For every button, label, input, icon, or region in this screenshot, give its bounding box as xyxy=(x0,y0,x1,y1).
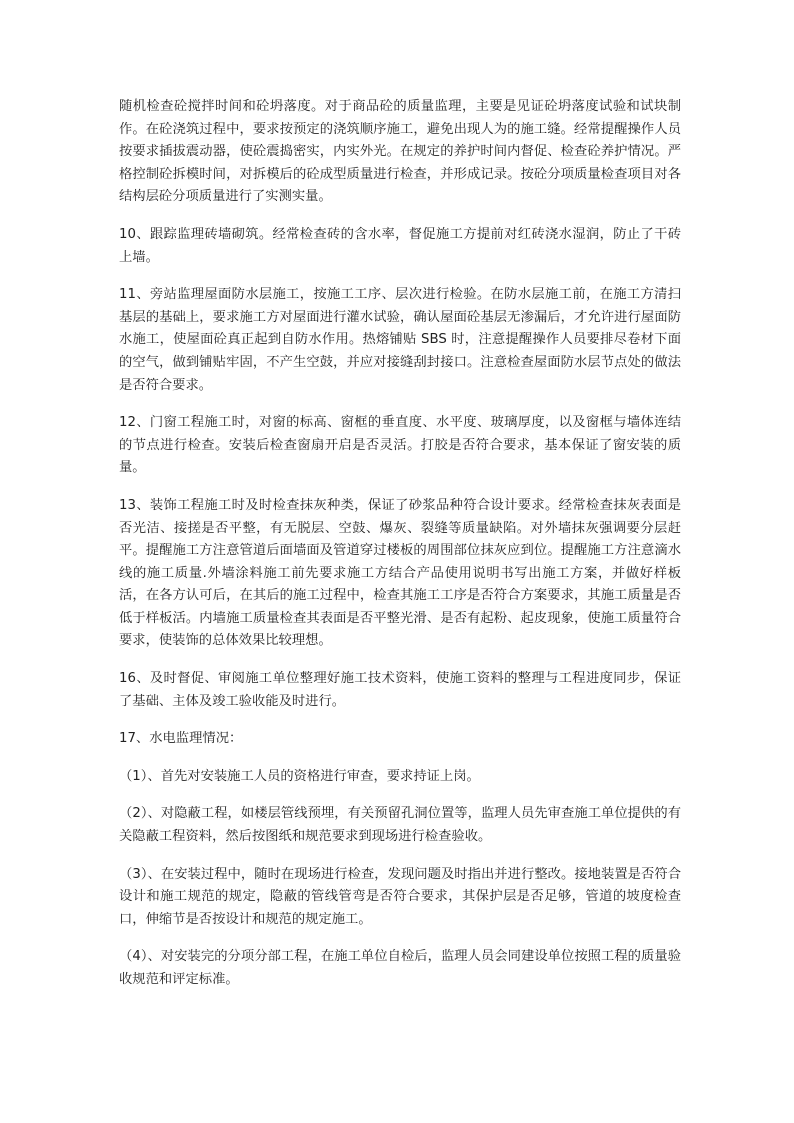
document-body xyxy=(119,96,681,1007)
paragraph-item-13-decoration: 13、装饰工程施工时及时检查抹灰种类，保证了砂浆品种符合设计要求。经常检查抹灰表面是否光洁、接搓是否平整，有无脱层、空鼓、爆灰、裂缝等质量缺陷。对外墙抹灰强调要分层赶平。提醒施工方注意管道后面墙面及管道穿过楼板的周围部位抹灰应到位。提醒施工方注意滴水线的施工质量.外墙涂料施工前先要求施工方结合产品使用说明书写出施工方案，并做好样板活，在各方认可后，在其后的施工过程中，检查其施工工序是否符合方案要求，其施工质量是否低于样板活。内墙施工质量检查其表面是否平整光滑、是否有起粉、起皮现象，使施工质量符合要求，使装饰的总体效果比较理想。 xyxy=(119,497,681,649)
paragraph-item-12-doors-windows: 12、门窗工程施工时，对窗的标高、窗框的垂直度、水平度、玻璃厚度，以及窗框与墙体连结的节点进行检查。安装后检查窗扇开启是否灵活。打胶是否符合要求，基本保证了窗安装的质量。 xyxy=(119,415,681,476)
paragraph-sub-4-acceptance: （4）、对安装完的分项分部工程，在施工单位自检后，监理人员会同建设单位按照工程的质量验收规范和评定标准。 xyxy=(119,949,681,987)
paragraph-sub-3-installation-check: （3）、在安装过程中，随时在现场进行检查，发现问题及时指出并进行整改。接地装置是否符合设计和施工规范的规定，隐蔽的管线管弯是否符合要求，其保护层是否足够，管道的坡度检查口，伸缩节是否按设计和规范的规定施工。 xyxy=(119,866,681,927)
paragraph-item-10-brick-wall: 10、跟踪监理砖墙砌筑。经常检查砖的含水率，督促施工方提前对红砖浇水湿润，防止了干砖上墙。 xyxy=(119,226,681,265)
paragraph-sub-2-concealed-works: （2）、对隐蔽工程，如楼层管线预埋，有关预留孔洞位置等，监理人员先审查施工单位提供的有关隐蔽工程资料，然后按图纸和规范要求到现场进行检查验收。 xyxy=(119,806,681,845)
paragraph-concrete-supervision: 随机检查砼搅拌时间和砼坍落度。对于商品砼的质量监理，主要是见证砼坍落度试验和试块制作。在砼浇筑过程中，要求按预定的浇筑顺序施工，避免出现人为的施工缝。经常提醒操作人员按要求插拔震动器，使砼震捣密实，内实外光。在规定的养护时间内督促、检查砼养护情况。严格控制砼拆模时间，对拆模后的砼成型质量进行检查，并形成记录。按砼分项质量检查项目对各结构层砼分项质量进行了实测实量。 xyxy=(119,99,681,205)
paragraph-item-17-water-electric: 17、水电监理情况： xyxy=(119,731,243,747)
paragraph-item-16-technical-documents: 16、及时督促、审阅施工单位整理好施工技术资料，使施工资料的整理与工程进度同步，保证了基础、主体及竣工验收能及时进行。 xyxy=(119,671,681,709)
paragraph-item-11-roof-waterproofing: 11、旁站监理屋面防水层施工，按施工工序、层次进行检验。在防水层施工前，在施工方清扫基层的基础上，要求施工方对屋面进行灌水试验，确认屋面砼基层无渗漏后，才允许进行屋面防水施工，使屋面砼真正起到自防水作用。热熔铺贴 SBS 时，注意提醒操作人员要排尽卷材下面的空气，做到铺贴牢固，不产生空鼓，并应对接缝刮封接口。注意检查屋面防水层节点处的做法是否符合要求。 xyxy=(119,287,681,393)
paragraph-sub-1-qualification: （1）、首先对安装施工人员的资格进行审查，要求持证上岗。 xyxy=(119,768,480,784)
